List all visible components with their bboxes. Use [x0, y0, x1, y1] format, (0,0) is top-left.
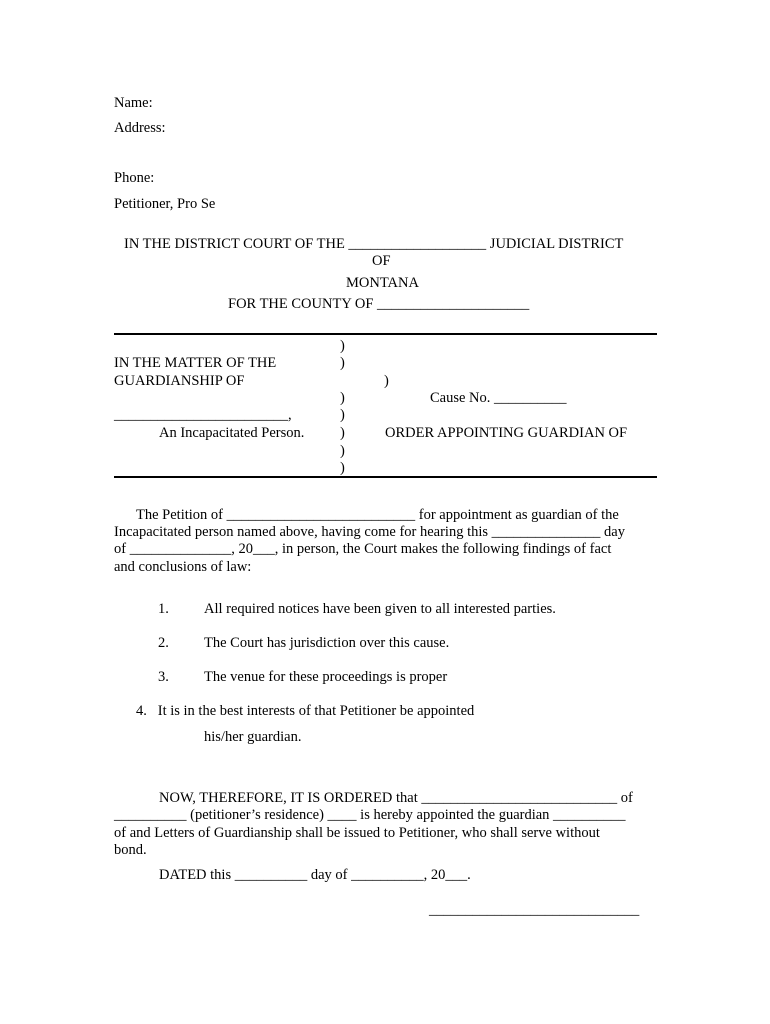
court-heading-line2: OF	[372, 253, 391, 269]
intro-line2: Incapacitated person named above, having come for hearing this _______________ day	[114, 524, 625, 540]
phone-label: Phone:	[114, 170, 155, 186]
matter-line2: GUARDIANSHIP OF	[114, 373, 245, 389]
petitioner-label: Petitioner, Pro Se	[114, 196, 216, 212]
caption-bottom-rule	[114, 476, 657, 478]
caption-paren: )	[340, 355, 345, 371]
caption-paren: )	[340, 338, 345, 354]
finding4-line2: his/her guardian.	[204, 729, 302, 745]
finding-text: All required notices have been given to all interested parties.	[204, 601, 556, 617]
caption-paren: )	[340, 460, 345, 476]
order-title: ORDER APPOINTING GUARDIAN OF	[385, 425, 628, 441]
dated-line: DATED this __________ day of __________, 20___.	[159, 867, 471, 883]
caption-paren: )	[384, 373, 389, 389]
order-line3: of and Letters of Guardianship shall be issued to Petitioner, who shall serve without	[114, 825, 600, 841]
court-heading-state: MONTANA	[346, 275, 419, 291]
finding-text: The venue for these proceedings is proper	[204, 669, 448, 685]
order-line4: bond.	[114, 842, 147, 858]
ward-name-blank: ________________________,	[114, 407, 292, 423]
finding-number: 2.	[158, 635, 169, 651]
matter-line1: IN THE MATTER OF THE	[114, 355, 277, 371]
court-heading-county: FOR THE COUNTY OF _____________________	[228, 296, 530, 312]
caption-top-rule	[114, 333, 657, 335]
finding-text: The Court has jurisdiction over this cause.	[204, 635, 450, 651]
incapacitated-person-label: An Incapacitated Person.	[159, 425, 305, 441]
cause-number: Cause No. __________	[430, 390, 567, 406]
order-line2: __________ (petitioner’s residence) ____ is hereby appointed the guardian __________	[114, 807, 626, 823]
signature-line: _____________________________	[429, 902, 640, 918]
intro-line3: of ______________, 20___, in person, the Court makes the following findings of fact	[114, 541, 612, 557]
caption-paren: )	[340, 390, 345, 406]
intro-line1: The Petition of __________________________ for appointment as guardian of the	[136, 507, 619, 523]
name-label: Name:	[114, 95, 153, 111]
finding-number: 1.	[158, 601, 169, 617]
order-line1: NOW, THEREFORE, IT IS ORDERED that ___________________________ of	[159, 790, 633, 806]
address-label: Address:	[114, 120, 166, 136]
finding-number: 3.	[158, 669, 169, 685]
intro-line4: and conclusions of law:	[114, 559, 252, 575]
caption-paren: )	[340, 425, 345, 441]
court-heading-line1: IN THE DISTRICT COURT OF THE ___________________ JUDICIAL DISTRICT	[124, 236, 624, 252]
caption-paren: )	[340, 443, 345, 459]
caption-paren: )	[340, 407, 345, 423]
finding4-line1: 4. It is in the best interests of that Petitioner be appointed	[136, 703, 475, 719]
